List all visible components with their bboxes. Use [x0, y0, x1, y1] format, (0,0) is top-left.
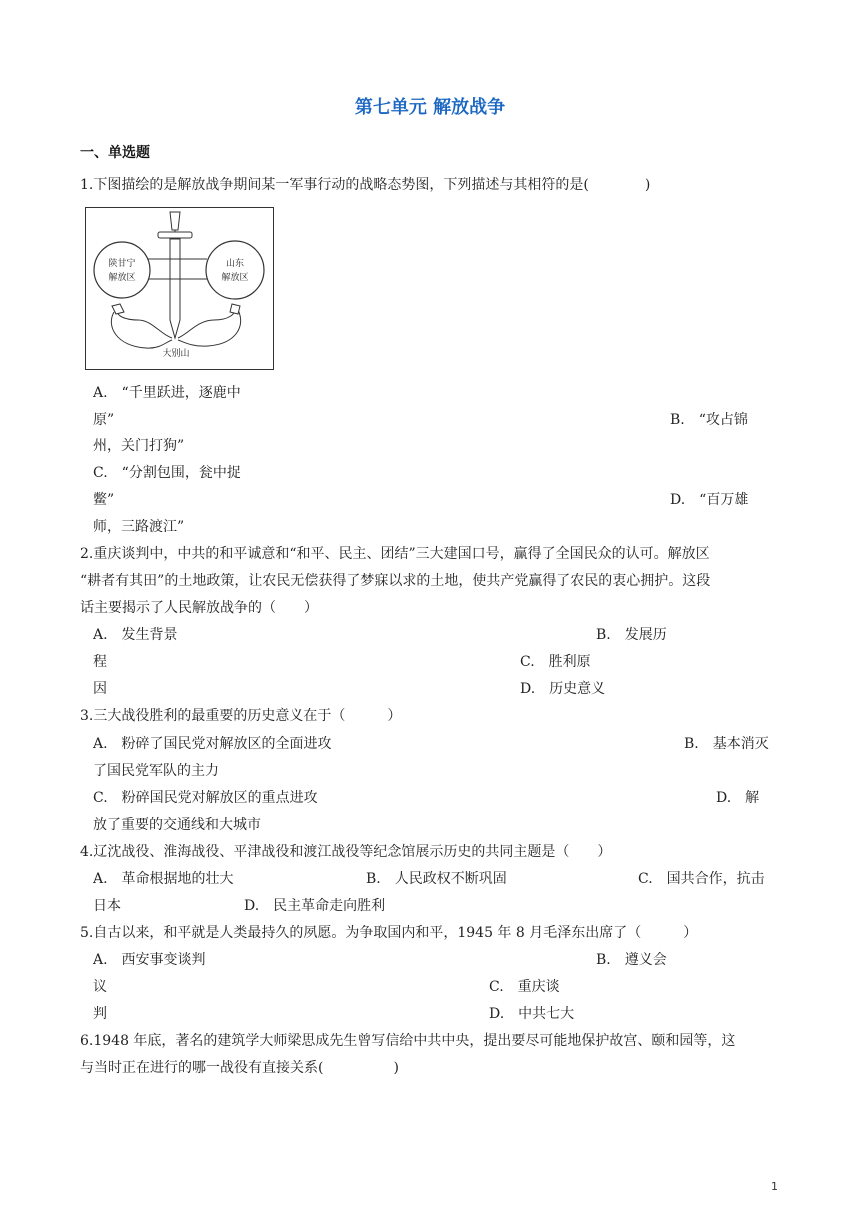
arrow-blade: [170, 239, 180, 338]
q5-option-b-line1: B. 遵义会: [596, 952, 667, 968]
q1-option-a-line2: 原”: [93, 412, 115, 428]
left-region-label-2: 解放区: [108, 273, 136, 283]
rope-right-upper: [178, 306, 235, 338]
q1-option-a-line1: A. “千里跃进，逐鹿中: [93, 385, 241, 401]
rope-left-lower: [111, 312, 172, 348]
question-2-stem-line2: “耕者有其田”的土地政策，让农民无偿获得了梦寐以求的土地，使共产党赢得了农民的衷心拥护。这段: [80, 573, 711, 589]
question-3-stem: 3.三大战役胜利的最重要的历史意义在于（ ）: [80, 708, 402, 724]
q4-option-b: B. 人民政权不断巩固: [366, 871, 507, 887]
page-number: 1: [771, 1180, 778, 1193]
strategy-map-svg: [86, 208, 273, 369]
q3-option-d-line1: D. 解: [716, 790, 760, 806]
q5-option-c-line2: 判: [93, 1006, 107, 1022]
q1-option-b-line2: 州，关门打狗”: [93, 438, 185, 454]
q2-option-c-line2: 因: [93, 681, 107, 697]
bottom-region-label: 大别山: [162, 349, 190, 359]
q3-option-c: C. 粉碎国民党对解放区的重点进攻: [93, 790, 318, 806]
arrow-tail: [170, 212, 180, 230]
q1-option-b-line1: B. “攻占锦: [670, 412, 748, 428]
question-6-stem-line2: 与当时正在进行的哪一战役有直接关系( ): [80, 1060, 399, 1076]
hand-right: [230, 304, 240, 314]
q2-option-a: A. 发生背景: [93, 627, 178, 643]
left-region-circle: [94, 242, 150, 298]
q1-option-d-line2: 师，三路渡江”: [93, 519, 185, 535]
right-region-label-2: 解放区: [221, 273, 249, 283]
q1-option-c-line2: 鳖”: [93, 492, 115, 508]
q5-option-b-line2: 议: [93, 979, 107, 995]
rope-left-upper: [117, 308, 172, 338]
q3-option-b-line1: B. 基本消灭: [684, 736, 769, 752]
q1-option-d-line1: D. “百万雄: [670, 492, 749, 508]
q4-option-c-line1: C. 国共合作，抗击: [638, 871, 765, 887]
question-6-stem-line1: 6.1948 年底，著名的建筑学大师梁思成先生曾写信给中共中央，提出要尽可能地保护故宫、颐和园等，这: [80, 1033, 736, 1049]
question-4-stem: 4.辽沈战役、淮海战役、平津战役和渡江战役等纪念馆展示历史的共同主题是（ ）: [80, 844, 612, 860]
q2-option-d: D. 历史意义: [520, 681, 606, 697]
strategy-map-figure: [85, 207, 274, 370]
q2-option-c-line1: C. 胜利原: [520, 654, 591, 670]
q4-option-a: A. 革命根据地的壮大: [93, 871, 234, 887]
right-region-label-1: 山东: [225, 259, 245, 269]
q3-option-d-line2: 放了重要的交通线和大城市: [93, 817, 261, 833]
right-region-circle: [206, 241, 264, 299]
q2-option-b-line2: 程: [93, 654, 107, 670]
q1-option-c-line1: C. “分割包围，瓮中捉: [93, 465, 241, 481]
q5-option-a: A. 西安事变谈判: [93, 952, 206, 968]
q5-option-c-line1: C. 重庆谈: [489, 979, 560, 995]
question-2-stem-line1: 2.重庆谈判中，中共的和平诚意和“和平、民主、团结”三大建国口号，赢得了全国民众的认可。解放区: [80, 546, 710, 562]
question-1-stem: 1.下图描绘的是解放战争期间某一军事行动的战略态势图，下列描述与其相符的是( ): [80, 177, 651, 193]
page-title: 第七单元 解放战争: [354, 97, 506, 118]
q4-option-d: D. 民主革命走向胜利: [244, 898, 386, 914]
q5-option-d: D. 中共七大: [489, 1006, 575, 1022]
q4-option-c-line2: 日本: [93, 898, 121, 914]
q3-option-a: A. 粉碎了国民党对解放区的全面进攻: [93, 736, 332, 752]
question-2-stem-line3: 话主要揭示了人民解放战争的（ ）: [80, 600, 318, 616]
q3-option-b-line2: 了国民党军队的主力: [93, 763, 219, 779]
q2-option-b-line1: B. 发展历: [596, 627, 667, 643]
section-heading: 一、单选题: [80, 145, 150, 161]
question-5-stem: 5.自古以来，和平就是人类最持久的夙愿。为争取国内和平，1945 年 8 月毛泽东出席了（ ）: [80, 925, 698, 941]
left-region-label-1: 陕甘宁: [108, 259, 136, 269]
arrow-crossguard: [158, 232, 192, 238]
